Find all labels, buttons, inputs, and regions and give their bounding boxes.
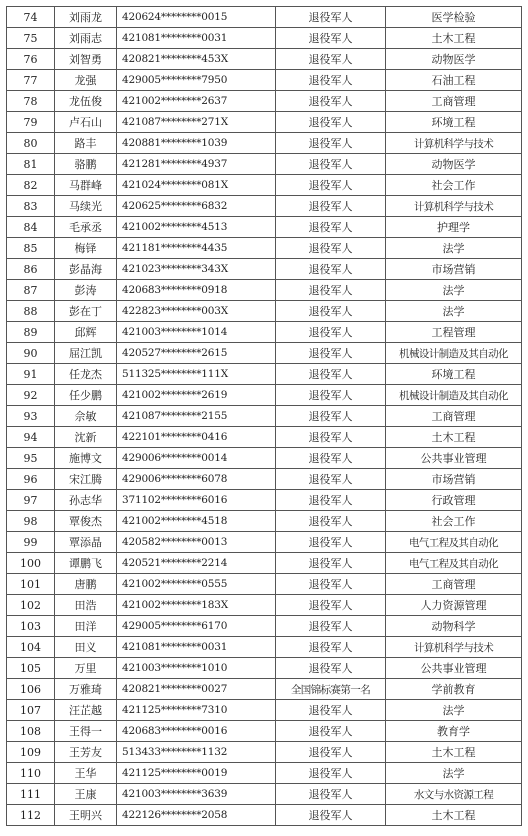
row-number-cell: 82 [7, 175, 55, 196]
major-cell: 工商管理 [386, 406, 522, 427]
row-number-cell: 81 [7, 154, 55, 175]
category-cell: 退役军人 [276, 637, 386, 658]
row-number-cell: 90 [7, 343, 55, 364]
id-number-cell: 421081********0031 [117, 637, 276, 658]
category-cell: 退役军人 [276, 259, 386, 280]
name-cell: 万雅琦 [55, 679, 117, 700]
name-cell: 邱辉 [55, 322, 117, 343]
row-number-cell: 102 [7, 595, 55, 616]
table-row [7, 490, 522, 511]
id-number-cell: 421125********7310 [117, 700, 276, 721]
table-row [7, 406, 522, 427]
table-row [7, 238, 522, 259]
row-number-cell: 91 [7, 364, 55, 385]
major-cell: 土木工程 [386, 805, 522, 826]
category-cell: 全国锦标赛第一名 [276, 679, 386, 700]
row-number-cell: 105 [7, 658, 55, 679]
category-cell: 退役军人 [276, 91, 386, 112]
table-row [7, 91, 522, 112]
id-number-cell: 421002********2619 [117, 385, 276, 406]
name-cell: 骆鹏 [55, 154, 117, 175]
id-number-cell: 422823********003X [117, 301, 276, 322]
row-number-cell: 80 [7, 133, 55, 154]
table-row [7, 217, 522, 238]
id-number-cell: 429006********6078 [117, 469, 276, 490]
major-cell: 电气工程及其自动化 [386, 532, 522, 553]
major-cell: 机械设计制造及其自动化 [386, 343, 522, 364]
id-number-cell: 421003********1014 [117, 322, 276, 343]
row-number-cell: 107 [7, 700, 55, 721]
row-number-cell: 111 [7, 784, 55, 805]
table-row [7, 763, 522, 784]
name-cell: 孙志华 [55, 490, 117, 511]
table-row [7, 154, 522, 175]
id-number-cell: 511325********111X [117, 364, 276, 385]
major-cell: 动物医学 [386, 154, 522, 175]
table-row [7, 49, 522, 70]
name-cell: 马群峰 [55, 175, 117, 196]
major-cell: 工商管理 [386, 574, 522, 595]
row-number-cell: 79 [7, 112, 55, 133]
table-row [7, 133, 522, 154]
category-cell: 退役军人 [276, 595, 386, 616]
name-cell: 覃俊杰 [55, 511, 117, 532]
row-number-cell: 94 [7, 427, 55, 448]
table-row [7, 616, 522, 637]
name-cell: 屈江凯 [55, 343, 117, 364]
major-cell: 医学检验 [386, 7, 522, 28]
category-cell: 退役军人 [276, 763, 386, 784]
table-row [7, 112, 522, 133]
category-cell: 退役军人 [276, 322, 386, 343]
id-number-cell: 421002********2637 [117, 91, 276, 112]
major-cell: 计算机科学与技术 [386, 133, 522, 154]
category-cell: 退役军人 [276, 133, 386, 154]
name-cell: 龙伍俊 [55, 91, 117, 112]
table-row [7, 511, 522, 532]
category-cell: 退役军人 [276, 616, 386, 637]
category-cell: 退役军人 [276, 784, 386, 805]
id-number-cell: 420683********0016 [117, 721, 276, 742]
table-row [7, 175, 522, 196]
table-row [7, 448, 522, 469]
major-cell: 工程管理 [386, 322, 522, 343]
major-cell: 机械设计制造及其自动化 [386, 385, 522, 406]
category-cell: 退役军人 [276, 658, 386, 679]
table-row [7, 721, 522, 742]
major-cell: 土木工程 [386, 28, 522, 49]
row-number-cell: 101 [7, 574, 55, 595]
row-number-cell: 96 [7, 469, 55, 490]
category-cell: 退役军人 [276, 742, 386, 763]
name-cell: 田义 [55, 637, 117, 658]
id-number-cell: 421002********0555 [117, 574, 276, 595]
major-cell: 法学 [386, 280, 522, 301]
row-number-cell: 103 [7, 616, 55, 637]
category-cell: 退役军人 [276, 280, 386, 301]
major-cell: 教育学 [386, 721, 522, 742]
table-row [7, 196, 522, 217]
id-number-cell: 421181********4435 [117, 238, 276, 259]
id-number-cell: 429005********6170 [117, 616, 276, 637]
row-number-cell: 85 [7, 238, 55, 259]
table-row [7, 427, 522, 448]
id-number-cell: 420582********0013 [117, 532, 276, 553]
row-number-cell: 76 [7, 49, 55, 70]
category-cell: 退役军人 [276, 805, 386, 826]
major-cell: 法学 [386, 763, 522, 784]
category-cell: 退役军人 [276, 385, 386, 406]
name-cell: 施博文 [55, 448, 117, 469]
name-cell: 刘雨龙 [55, 7, 117, 28]
major-cell: 社会工作 [386, 511, 522, 532]
table-row [7, 28, 522, 49]
major-cell: 行政管理 [386, 490, 522, 511]
row-number-cell: 99 [7, 532, 55, 553]
category-cell: 退役军人 [276, 406, 386, 427]
category-cell: 退役军人 [276, 364, 386, 385]
name-cell: 王明兴 [55, 805, 117, 826]
table-row [7, 364, 522, 385]
major-cell: 市场营销 [386, 259, 522, 280]
major-cell: 社会工作 [386, 175, 522, 196]
row-number-cell: 89 [7, 322, 55, 343]
row-number-cell: 112 [7, 805, 55, 826]
name-cell: 卢石山 [55, 112, 117, 133]
major-cell: 环境工程 [386, 112, 522, 133]
table-row [7, 343, 522, 364]
name-cell: 谭鹏飞 [55, 553, 117, 574]
id-number-cell: 421003********3639 [117, 784, 276, 805]
id-number-cell: 422101********0416 [117, 427, 276, 448]
id-number-cell: 421003********1010 [117, 658, 276, 679]
id-number-cell: 420625********6832 [117, 196, 276, 217]
row-number-cell: 83 [7, 196, 55, 217]
id-number-cell: 420527********2615 [117, 343, 276, 364]
id-number-cell: 421081********0031 [117, 28, 276, 49]
category-cell: 退役军人 [276, 196, 386, 217]
major-cell: 土木工程 [386, 427, 522, 448]
major-cell: 电气工程及其自动化 [386, 553, 522, 574]
name-cell: 任龙杰 [55, 364, 117, 385]
row-number-cell: 75 [7, 28, 55, 49]
id-number-cell: 422126********2058 [117, 805, 276, 826]
major-cell: 护理学 [386, 217, 522, 238]
major-cell: 学前教育 [386, 679, 522, 700]
name-cell: 刘雨志 [55, 28, 117, 49]
major-cell: 人力资源管理 [386, 595, 522, 616]
name-cell: 龙强 [55, 70, 117, 91]
category-cell: 退役军人 [276, 532, 386, 553]
major-cell: 水文与水资源工程 [386, 784, 522, 805]
table-row [7, 784, 522, 805]
name-cell: 覃添晶 [55, 532, 117, 553]
table-row [7, 700, 522, 721]
category-cell: 退役军人 [276, 511, 386, 532]
major-cell: 环境工程 [386, 364, 522, 385]
id-number-cell: 371102********6016 [117, 490, 276, 511]
table-row [7, 805, 522, 826]
table-row [7, 574, 522, 595]
id-number-cell: 429006********0014 [117, 448, 276, 469]
id-number-cell: 420881********1039 [117, 133, 276, 154]
major-cell: 土木工程 [386, 742, 522, 763]
id-number-cell: 421023********343X [117, 259, 276, 280]
table-row [7, 385, 522, 406]
table-row [7, 280, 522, 301]
category-cell: 退役军人 [276, 238, 386, 259]
name-cell: 唐鹏 [55, 574, 117, 595]
row-number-cell: 78 [7, 91, 55, 112]
name-cell: 王得一 [55, 721, 117, 742]
major-cell: 计算机科学与技术 [386, 196, 522, 217]
row-number-cell: 106 [7, 679, 55, 700]
table-row [7, 553, 522, 574]
category-cell: 退役军人 [276, 301, 386, 322]
row-number-cell: 104 [7, 637, 55, 658]
id-number-cell: 420821********0027 [117, 679, 276, 700]
row-number-cell: 109 [7, 742, 55, 763]
id-number-cell: 420624********0015 [117, 7, 276, 28]
category-cell: 退役军人 [276, 553, 386, 574]
row-number-cell: 110 [7, 763, 55, 784]
major-cell: 法学 [386, 238, 522, 259]
name-cell: 田洋 [55, 616, 117, 637]
table-row [7, 301, 522, 322]
category-cell: 退役军人 [276, 469, 386, 490]
category-cell: 退役军人 [276, 217, 386, 238]
table-row [7, 259, 522, 280]
category-cell: 退役军人 [276, 49, 386, 70]
name-cell: 梅铎 [55, 238, 117, 259]
id-number-cell: 421087********271X [117, 112, 276, 133]
id-number-cell: 421002********183X [117, 595, 276, 616]
major-cell: 计算机科学与技术 [386, 637, 522, 658]
category-cell: 退役军人 [276, 175, 386, 196]
name-cell: 王华 [55, 763, 117, 784]
table-row [7, 595, 522, 616]
table-row [7, 469, 522, 490]
row-number-cell: 88 [7, 301, 55, 322]
table-row [7, 742, 522, 763]
roster-table [6, 6, 522, 826]
row-number-cell: 108 [7, 721, 55, 742]
table-row [7, 637, 522, 658]
category-cell: 退役军人 [276, 448, 386, 469]
table-row [7, 322, 522, 343]
major-cell: 公共事业管理 [386, 448, 522, 469]
category-cell: 退役军人 [276, 700, 386, 721]
row-number-cell: 97 [7, 490, 55, 511]
name-cell: 彭在丁 [55, 301, 117, 322]
major-cell: 法学 [386, 700, 522, 721]
id-number-cell: 420683********0918 [117, 280, 276, 301]
name-cell: 万里 [55, 658, 117, 679]
category-cell: 退役军人 [276, 7, 386, 28]
id-number-cell: 513433********1132 [117, 742, 276, 763]
name-cell: 沈新 [55, 427, 117, 448]
table-row [7, 532, 522, 553]
id-number-cell: 421281********4937 [117, 154, 276, 175]
row-number-cell: 92 [7, 385, 55, 406]
id-number-cell: 421002********4513 [117, 217, 276, 238]
major-cell: 法学 [386, 301, 522, 322]
id-number-cell: 421002********4518 [117, 511, 276, 532]
table-row [7, 679, 522, 700]
name-cell: 彭晶海 [55, 259, 117, 280]
id-number-cell: 420521********2214 [117, 553, 276, 574]
name-cell: 彭涛 [55, 280, 117, 301]
id-number-cell: 420821********453X [117, 49, 276, 70]
name-cell: 汪芷越 [55, 700, 117, 721]
row-number-cell: 87 [7, 280, 55, 301]
name-cell: 毛承丞 [55, 217, 117, 238]
name-cell: 佘敏 [55, 406, 117, 427]
id-number-cell: 421087********2155 [117, 406, 276, 427]
category-cell: 退役军人 [276, 343, 386, 364]
row-number-cell: 84 [7, 217, 55, 238]
category-cell: 退役军人 [276, 427, 386, 448]
table-body [7, 7, 522, 826]
table-row [7, 70, 522, 91]
row-number-cell: 77 [7, 70, 55, 91]
name-cell: 路丰 [55, 133, 117, 154]
table-row [7, 658, 522, 679]
category-cell: 退役军人 [276, 721, 386, 742]
major-cell: 动物科学 [386, 616, 522, 637]
category-cell: 退役军人 [276, 28, 386, 49]
name-cell: 刘智勇 [55, 49, 117, 70]
name-cell: 王康 [55, 784, 117, 805]
id-number-cell: 421024********081X [117, 175, 276, 196]
row-number-cell: 100 [7, 553, 55, 574]
name-cell: 任少鹏 [55, 385, 117, 406]
name-cell: 王芳友 [55, 742, 117, 763]
id-number-cell: 421125********0019 [117, 763, 276, 784]
major-cell: 公共事业管理 [386, 658, 522, 679]
category-cell: 退役军人 [276, 154, 386, 175]
row-number-cell: 74 [7, 7, 55, 28]
row-number-cell: 93 [7, 406, 55, 427]
major-cell: 石油工程 [386, 70, 522, 91]
name-cell: 马续光 [55, 196, 117, 217]
name-cell: 田浩 [55, 595, 117, 616]
name-cell: 宋江腾 [55, 469, 117, 490]
category-cell: 退役军人 [276, 574, 386, 595]
major-cell: 市场营销 [386, 469, 522, 490]
category-cell: 退役军人 [276, 490, 386, 511]
id-number-cell: 429005********7950 [117, 70, 276, 91]
row-number-cell: 86 [7, 259, 55, 280]
row-number-cell: 95 [7, 448, 55, 469]
category-cell: 退役军人 [276, 70, 386, 91]
category-cell: 退役军人 [276, 112, 386, 133]
major-cell: 动物医学 [386, 49, 522, 70]
row-number-cell: 98 [7, 511, 55, 532]
table-row [7, 7, 522, 28]
major-cell: 工商管理 [386, 91, 522, 112]
